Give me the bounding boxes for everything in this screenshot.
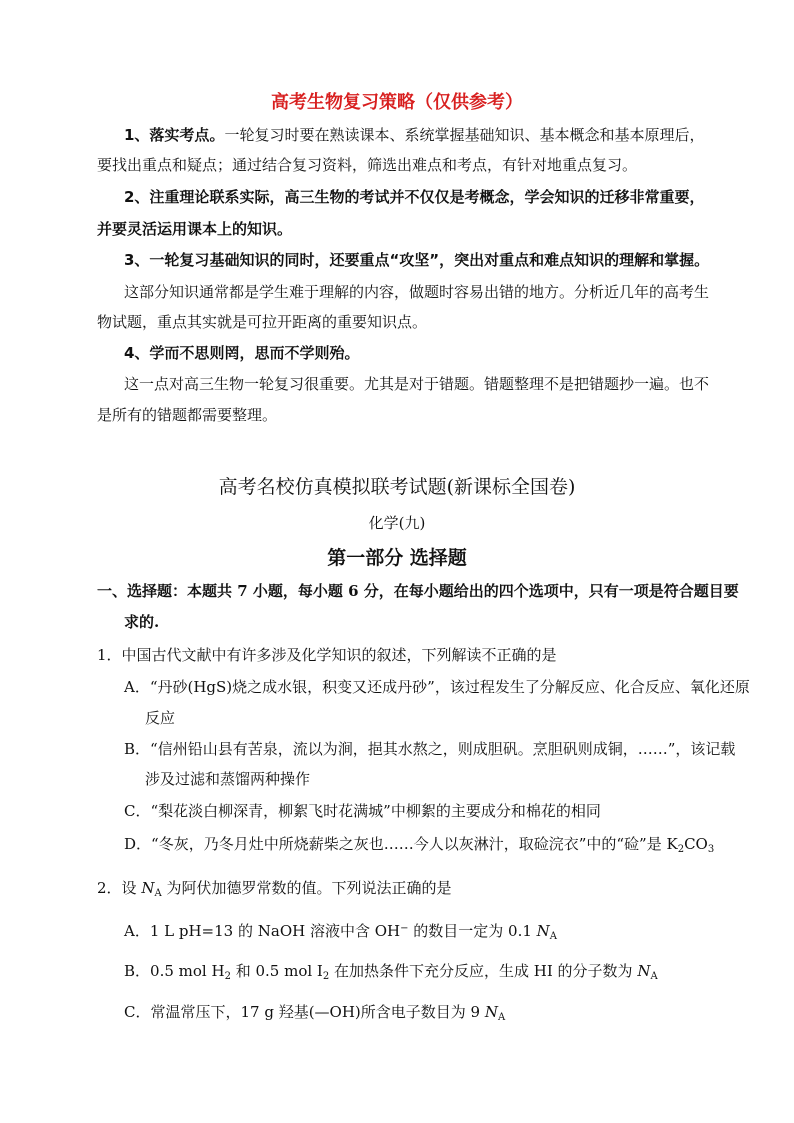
part-heading: 第一部分 选择题 [327, 547, 467, 569]
question-1-option-a: A．“丹砂(HgS)烧之成水银，积变又还成丹砂”，该过程发生了分解反应、化合反应、氧化还原 [124, 678, 750, 696]
subscript: A [650, 971, 658, 982]
question-2-stem [97, 878, 451, 898]
question-2-option-a [124, 921, 557, 941]
strategy-title: 高考生物复习策略（仅供参考） [271, 92, 523, 113]
avogadro-symbol: N [536, 922, 550, 940]
section-instructions-cont: 求的. [124, 613, 160, 631]
option-b-text: B．0.5 mol H [124, 962, 225, 980]
subscript: A [498, 1012, 506, 1023]
strategy-point-1-cont: 要找出重点和疑点；通过结合复习资料，筛选出难点和考点，有针对地重点复习。 [97, 156, 638, 174]
avogadro-symbol: N [141, 879, 155, 897]
question-1-option-d [124, 834, 714, 854]
subscript: A [154, 888, 162, 899]
subscript: A [549, 931, 558, 942]
section-instructions: 一、选择题：本题共 7 小题，每小题 6 分，在每小题给出的四个选项中，只有一项是符合题目要 [97, 582, 739, 600]
strategy-point-4: 4、学而不思则罔，思而不学则殆。 [124, 344, 360, 362]
question-2-option-b [124, 961, 658, 981]
question-1-option-b: B．“信州铅山县有苦泉，流以为涧，挹其水熬之，则成胆矾。烹胆矾则成铜，……”，该记载 [124, 740, 736, 758]
strategy-point-3-body: 这部分知识通常都是学生难于理解的内容，做题时容易出错的地方。分析近几年的高考生 [124, 283, 710, 301]
formula-part: CO [684, 835, 708, 853]
exam-subtitle: 化学(九) [368, 514, 426, 532]
stem-prefix: 2．设 [97, 879, 142, 897]
strategy-point-3-body-cont: 物试题，重点其实就是可拉开距离的重要知识点。 [97, 313, 428, 331]
subscript: 2 [677, 844, 685, 855]
question-1-option-a-cont: 反应 [145, 709, 176, 727]
subscript: 3 [707, 844, 715, 855]
question-1-option-c: C．“梨花淡白柳深青，柳絮飞时花满城”中柳絮的主要成分和棉花的相同 [124, 802, 601, 820]
subscript: 2 [224, 971, 231, 982]
option-b-text-end: 在加热条件下充分反应，生成 HI 的分子数为 [329, 962, 638, 980]
point-1-text: 一轮复习时要在熟读课本、系统掌握基础知识、基本概念和基本原理后， [224, 126, 705, 144]
option-b-text-mid: 和 0.5 mol I [230, 962, 323, 980]
strategy-point-2: 2、注重理论联系实际，高三生物的考试并不仅仅是考概念，学会知识的迁移非常重要， [124, 188, 705, 206]
subscript: 2 [322, 971, 330, 982]
strategy-point-2-cont: 并要灵活运用课本上的知识。 [97, 220, 293, 238]
point-1-lead: 1、落实考点。 [124, 126, 225, 144]
strategy-point-1 [124, 125, 704, 145]
superscript: − [400, 923, 409, 934]
strategy-point-4-body-cont: 是所有的错题都需要整理。 [97, 406, 278, 424]
option-d-text: D．“冬灰，乃冬月灶中所烧薪柴之灰也……今人以灰淋汁，取硷浣衣”中的“硷”是 K [124, 835, 678, 853]
avogadro-symbol: N [637, 962, 651, 980]
strategy-point-4-body: 这一点对高三生物一轮复习很重要。尤其是对于错题。错题整理不是把错题抄一遍。也不 [124, 375, 710, 393]
option-c-text: C．常温常压下，17 g 羟基(—OH)所含电子数目为 9 [124, 1003, 485, 1021]
option-a-text: A．1 L pH=13 的 NaOH 溶液中含 OH [124, 922, 401, 940]
stem-suffix: 为阿伏加德罗常数的值。下列说法正确的是 [161, 879, 452, 897]
avogadro-symbol: N [484, 1003, 498, 1021]
question-1-stem: 1．中国古代文献中有许多涉及化学知识的叙述，下列解读不正确的是 [97, 646, 557, 664]
option-a-text-cont: 的数目一定为 0.1 [408, 922, 537, 940]
question-1-option-b-cont: 涉及过滤和蒸馏两种操作 [145, 770, 311, 788]
exam-title: 高考名校仿真模拟联考试题(新课标全国卷) [218, 476, 576, 498]
question-2-option-c [124, 1002, 505, 1022]
strategy-point-3: 3、一轮复习基础知识的同时，还要重点“攻坚”，突出对重点和难点知识的理解和掌握。 [124, 251, 710, 269]
